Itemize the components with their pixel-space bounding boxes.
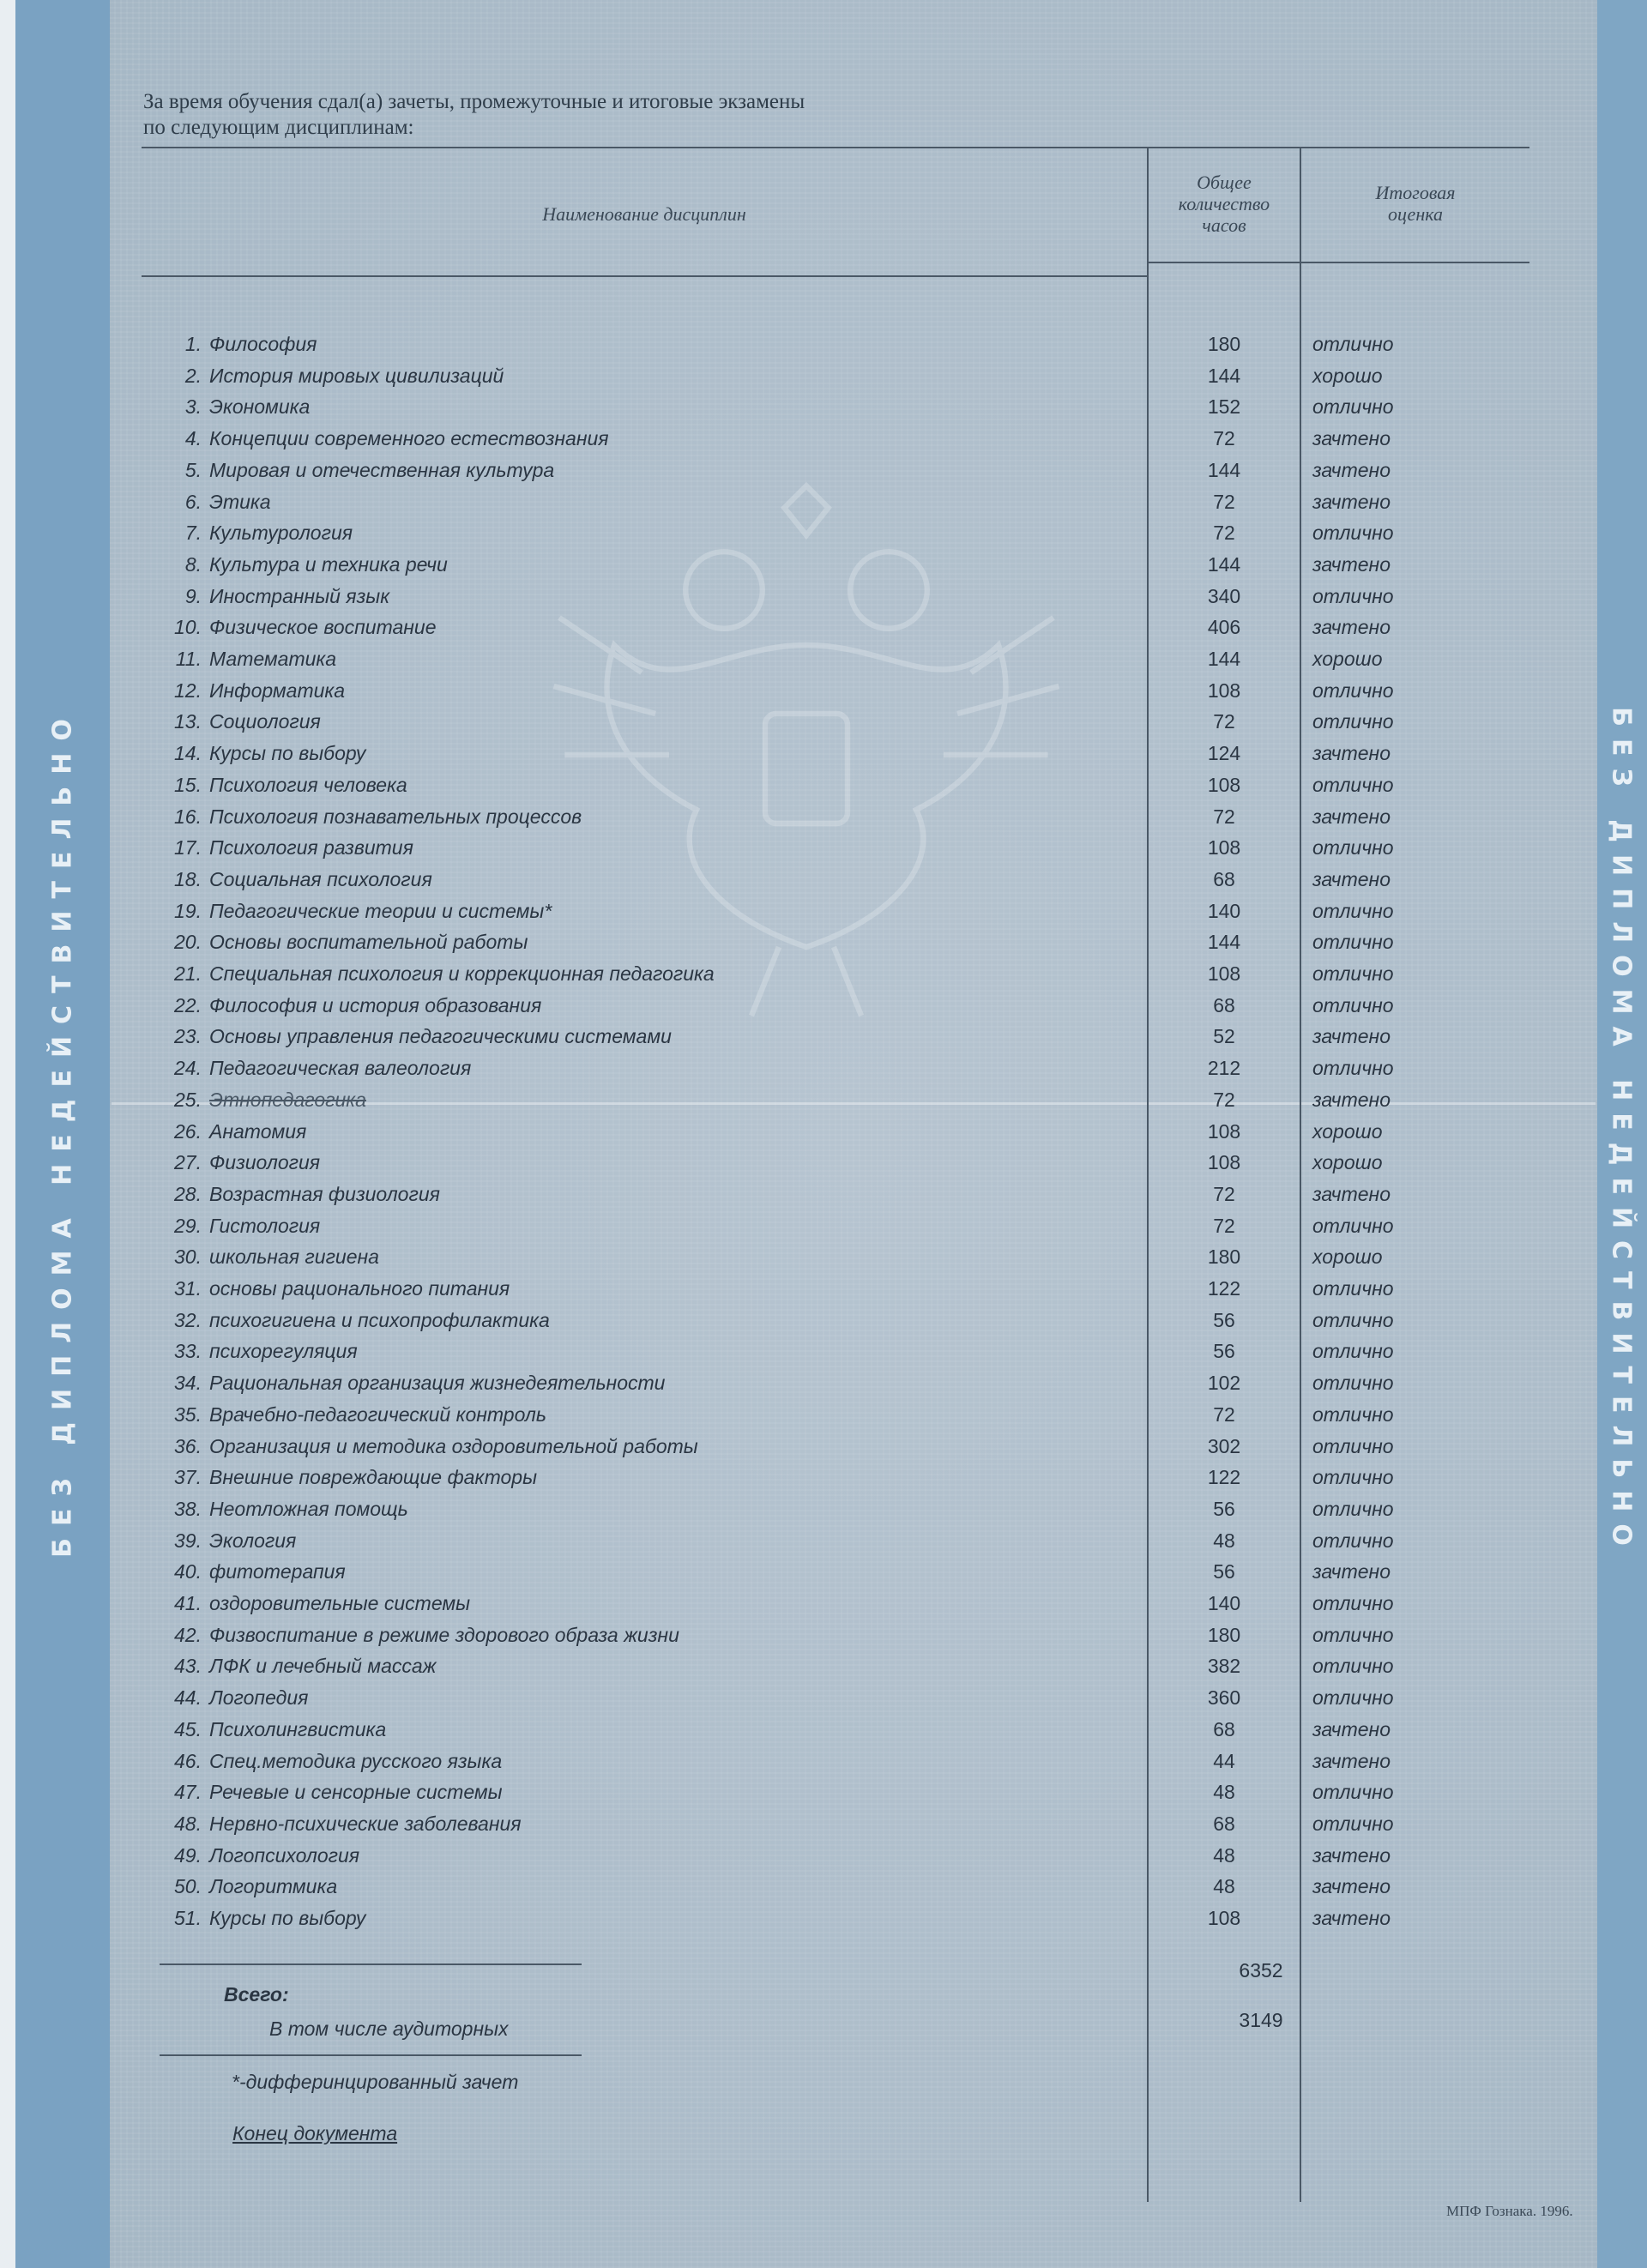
table-row — [146, 836, 1394, 867]
table-row — [146, 333, 1394, 364]
hours-cell: 72 — [1213, 522, 1235, 544]
row-number: 45. — [174, 1718, 202, 1740]
table-row — [146, 710, 1394, 741]
hours-cell: 108 — [1207, 836, 1241, 859]
grade-cell: зачтено — [1312, 491, 1391, 513]
column-header-grade — [1301, 182, 1529, 225]
row-number: 43. — [174, 1655, 202, 1677]
hours-cell: 140 — [1207, 900, 1241, 922]
discipline-name: Возрастная физиология — [209, 1183, 440, 1205]
hours-cell: 72 — [1213, 805, 1235, 828]
hours-cell: 144 — [1207, 648, 1241, 670]
discipline-name: Неотложная помощь — [209, 1498, 408, 1520]
discipline-name: Рациональная организация жизнедеятельности — [209, 1372, 666, 1394]
end-of-document: Конец документа — [232, 2122, 398, 2144]
hours-header-line-3: часов — [1202, 214, 1246, 236]
table-row — [146, 1025, 1390, 1056]
table-row — [146, 774, 1394, 805]
discipline-name: Основы управления педагогическими системами — [209, 1025, 672, 1047]
row-number: 13. — [174, 710, 202, 733]
hours-cell: 72 — [1213, 710, 1235, 733]
header-bottom-rule — [142, 275, 1147, 277]
hours-cell: 56 — [1213, 1560, 1235, 1583]
paper-edge — [0, 0, 15, 2268]
hours-cell: 56 — [1213, 1498, 1235, 1520]
table-row — [146, 1560, 1390, 1591]
table-row — [146, 805, 1390, 836]
grade-cell: отлично — [1312, 1529, 1394, 1552]
discipline-name: Специальная психология и коррекционная педагогика — [209, 962, 715, 985]
grade-header-line-1: Итоговая — [1375, 182, 1456, 203]
table-row — [146, 1686, 1394, 1717]
table-row — [146, 1529, 1394, 1560]
discipline-name: Экономика — [209, 395, 311, 418]
table-row — [146, 1309, 1394, 1340]
row-number: 6. — [184, 491, 202, 513]
grade-cell: отлично — [1312, 1372, 1394, 1394]
discipline-name: Физическое воспитание — [209, 616, 437, 638]
row-number: 36. — [174, 1435, 202, 1457]
grade-header-line-2: оценка — [1388, 203, 1443, 225]
row-number: 10. — [174, 616, 202, 638]
discipline-name: Спец.методика русского языка — [209, 1750, 503, 1772]
grade-cell: хорошо — [1312, 648, 1383, 670]
hours-cell: 140 — [1207, 1592, 1241, 1614]
grade-cell: зачтено — [1312, 459, 1391, 481]
row-number: 4. — [184, 427, 202, 449]
discipline-name: Речевые и сенсорные системы — [209, 1781, 503, 1803]
grade-cell: зачтено — [1312, 616, 1391, 638]
grade-cell: отлично — [1312, 900, 1394, 922]
grade-cell: отлично — [1312, 679, 1394, 702]
hours-cell: 122 — [1207, 1466, 1241, 1488]
grade-cell: зачтено — [1312, 1907, 1391, 1929]
hours-cell: 124 — [1207, 742, 1241, 764]
hours-cell: 68 — [1213, 1718, 1235, 1740]
table-top-rule — [142, 147, 1529, 148]
hours-cell: 72 — [1213, 1183, 1235, 1205]
hours-cell: 340 — [1207, 585, 1241, 607]
table-row — [146, 931, 1394, 962]
grade-cell: отлично — [1312, 1215, 1394, 1237]
table-row — [146, 1403, 1394, 1434]
row-number: 27. — [174, 1151, 202, 1173]
row-number: 7. — [184, 522, 202, 544]
grade-cell: отлично — [1312, 1466, 1394, 1488]
hours-cell: 56 — [1213, 1309, 1235, 1331]
discipline-name: Информатика — [209, 679, 346, 702]
hours-header-line-1: Общее — [1197, 172, 1252, 193]
discipline-name: Концепции современного естествознания — [209, 427, 609, 449]
discipline-name: Философия — [209, 333, 317, 355]
row-number: 35. — [174, 1403, 202, 1426]
discipline-name: Физвоспитание в режиме здорового образа жизни — [209, 1624, 679, 1646]
hours-cell: 108 — [1207, 1907, 1241, 1929]
row-number: 22. — [174, 994, 202, 1016]
table-row — [146, 1215, 1394, 1246]
table-row — [146, 742, 1390, 773]
grade-cell: отлично — [1312, 1781, 1394, 1803]
grade-cell: хорошо — [1312, 365, 1383, 387]
grade-cell: отлично — [1312, 1277, 1394, 1300]
discipline-name: Мировая и отечественная культура — [209, 459, 555, 481]
table-row — [146, 994, 1394, 1025]
discipline-name: Философия и история образования — [209, 994, 542, 1016]
discipline-name: Культурология — [209, 522, 353, 544]
totals-top-rule — [160, 1963, 582, 1965]
grade-cell: отлично — [1312, 1403, 1394, 1426]
grade-cell: отлично — [1312, 774, 1394, 796]
grade-cell: отлично — [1312, 585, 1394, 607]
hours-cell: 302 — [1207, 1435, 1241, 1457]
table-row — [146, 1183, 1390, 1214]
discipline-name: Внешние повреждающие факторы — [209, 1466, 537, 1488]
row-number: 9. — [184, 585, 202, 607]
row-number: 34. — [174, 1372, 202, 1394]
discipline-name: История мировых цивилизаций — [209, 365, 504, 387]
row-number: 29. — [174, 1215, 202, 1237]
table-row — [146, 1466, 1394, 1497]
discipline-name: Этнопедагогика — [209, 1089, 366, 1111]
discipline-name: фитотерапия — [209, 1560, 346, 1583]
grade-cell: отлично — [1312, 710, 1394, 733]
discipline-name: Анатомия — [209, 1120, 307, 1143]
hours-cell: 72 — [1213, 1403, 1235, 1426]
table-row — [146, 491, 1390, 522]
hours-cell: 72 — [1213, 427, 1235, 449]
table-row — [146, 365, 1390, 395]
discipline-name: Курсы по выбору — [209, 1907, 366, 1929]
total-label: Всего: — [224, 1983, 289, 2006]
grade-cell: зачтено — [1312, 1750, 1391, 1772]
table-row — [146, 1781, 1394, 1812]
table-row — [146, 427, 1390, 458]
grade-cell: отлично — [1312, 1340, 1394, 1362]
hours-cell: 48 — [1213, 1844, 1235, 1867]
table-row — [146, 1592, 1394, 1623]
discipline-name: ЛФК и лечебный массаж — [209, 1655, 437, 1677]
grade-cell: отлично — [1312, 836, 1394, 859]
row-number: 32. — [174, 1309, 202, 1331]
grade-cell: отлично — [1312, 333, 1394, 355]
discipline-name: Педагогическая валеология — [209, 1057, 472, 1079]
table-row — [146, 868, 1390, 899]
printer-mark: МПФ Гознака. 1996. — [1446, 2203, 1573, 2219]
table-row — [146, 1718, 1390, 1749]
grade-cell: отлично — [1312, 962, 1394, 985]
hours-cell: 48 — [1213, 1875, 1235, 1897]
discipline-name: Курсы по выбору — [209, 742, 366, 764]
row-number: 3. — [184, 395, 202, 418]
row-number: 46. — [174, 1750, 202, 1772]
hours-cell: 72 — [1213, 491, 1235, 513]
row-number: 40. — [174, 1560, 202, 1583]
grade-cell: отлично — [1312, 395, 1394, 418]
row-number: 20. — [174, 931, 202, 953]
row-number: 12. — [174, 679, 202, 702]
total-hours-value: 6352 — [1239, 1959, 1283, 1981]
grade-cell: зачтено — [1312, 1844, 1391, 1867]
discipline-name: Психолингвистика — [209, 1718, 387, 1740]
row-number: 25. — [174, 1089, 202, 1111]
hours-cell: 72 — [1213, 1089, 1235, 1111]
row-number: 8. — [184, 553, 202, 576]
table-row — [146, 1498, 1394, 1529]
grade-cell: хорошо — [1312, 1151, 1383, 1173]
grade-cell: отлично — [1312, 1813, 1394, 1835]
discipline-name: Педагогические теории и системы* — [209, 900, 552, 922]
row-number: 17. — [174, 836, 202, 859]
totals-bottom-rule — [160, 2054, 582, 2056]
grade-cell: зачтено — [1312, 1560, 1391, 1583]
table-row — [146, 395, 1394, 426]
hours-cell: 144 — [1207, 365, 1241, 387]
table-row — [146, 679, 1394, 710]
table-row — [146, 1907, 1390, 1938]
row-number: 1. — [184, 333, 202, 355]
grade-cell: хорошо — [1312, 1120, 1383, 1143]
hours-cell: 68 — [1213, 1813, 1235, 1835]
hours-cell: 382 — [1207, 1655, 1241, 1677]
hours-cell: 108 — [1207, 1120, 1241, 1143]
table-row — [146, 1624, 1394, 1655]
table-row — [146, 1057, 1394, 1088]
discipline-name: Логоритмика — [209, 1875, 338, 1897]
discipline-name: Физиология — [209, 1151, 321, 1173]
grade-cell: отлично — [1312, 1686, 1394, 1709]
hours-cell: 406 — [1207, 616, 1241, 638]
discipline-name: основы рационального питания — [209, 1277, 510, 1300]
table-row — [146, 900, 1394, 931]
discipline-name: Логопсихология — [209, 1844, 360, 1867]
row-number: 21. — [174, 962, 202, 985]
discipline-name: Организация и методика оздоровительной работы — [209, 1435, 698, 1457]
grade-cell: зачтено — [1312, 868, 1391, 890]
grade-cell: отлично — [1312, 1309, 1394, 1331]
grade-cell: отлично — [1312, 522, 1394, 544]
table-row — [146, 1655, 1394, 1686]
hours-cell: 56 — [1213, 1340, 1235, 1362]
discipline-name: Психология развития — [209, 836, 413, 859]
row-number: 30. — [174, 1246, 202, 1268]
auditory-hours-value: 3149 — [1239, 2009, 1283, 2031]
heading-line-1: За время обучения сдал(а) зачеты, промежуточные и итоговые экзамены — [143, 90, 805, 113]
table-row — [146, 459, 1390, 490]
table-row — [146, 553, 1390, 584]
grade-cell: отлично — [1312, 1624, 1394, 1646]
discipline-name: Логопедия — [209, 1686, 309, 1709]
grade-cell: отлично — [1312, 1057, 1394, 1079]
hours-cell: 144 — [1207, 553, 1241, 576]
row-number: 15. — [174, 774, 202, 796]
hours-cell: 72 — [1213, 1215, 1235, 1237]
table-row — [146, 1750, 1390, 1781]
discipline-name: Социальная психология — [209, 868, 432, 890]
grade-cell: зачтено — [1312, 742, 1391, 764]
row-number: 5. — [184, 459, 202, 481]
discipline-name: Психология познавательных процессов — [209, 805, 582, 828]
table-row — [146, 1435, 1394, 1466]
hours-cell: 144 — [1207, 931, 1241, 953]
left-watermark-text: БЕЗ ДИПЛОМА НЕДЕЙСТВИТЕЛЬНО — [47, 707, 78, 1558]
hours-cell: 108 — [1207, 1151, 1241, 1173]
discipline-name: психогигиена и психопрофилактика — [209, 1309, 550, 1331]
grade-cell: зачтено — [1312, 1183, 1391, 1205]
header-bottom-rule-right — [1147, 262, 1529, 263]
hours-cell: 212 — [1207, 1057, 1241, 1079]
row-number: 11. — [175, 648, 202, 670]
hours-header-line-2: количество — [1178, 193, 1270, 214]
row-number: 23. — [174, 1025, 202, 1047]
footnote: *-дифферинцированный зачет — [232, 2071, 519, 2093]
table-row — [146, 1372, 1394, 1402]
row-number: 41. — [174, 1592, 202, 1614]
table-row — [146, 1875, 1390, 1906]
discipline-name: Математика — [209, 648, 337, 670]
hours-cell: 144 — [1207, 459, 1241, 481]
row-number: 48. — [174, 1813, 202, 1835]
column-header-hours — [1149, 172, 1300, 236]
grade-cell: зачтено — [1312, 1718, 1391, 1740]
table-row — [146, 585, 1394, 616]
row-number: 44. — [174, 1686, 202, 1709]
grade-cell: хорошо — [1312, 1246, 1383, 1268]
hours-cell: 44 — [1213, 1750, 1235, 1772]
document-heading — [143, 89, 1258, 141]
table-row — [146, 522, 1394, 552]
row-number: 49. — [174, 1844, 202, 1867]
row-number: 14. — [174, 742, 202, 764]
discipline-name: Этика — [209, 491, 271, 513]
row-number: 33. — [174, 1340, 202, 1362]
table-row — [146, 1120, 1390, 1151]
table-row — [146, 1844, 1390, 1875]
discipline-name: оздоровительные системы — [209, 1592, 471, 1614]
row-number: 51. — [174, 1907, 202, 1929]
hours-cell: 48 — [1213, 1529, 1235, 1552]
hours-cell: 108 — [1207, 679, 1241, 702]
table-row — [146, 1340, 1394, 1371]
hours-cell: 122 — [1207, 1277, 1241, 1300]
hours-cell: 102 — [1207, 1372, 1241, 1394]
row-number: 19. — [174, 900, 202, 922]
hours-cell: 48 — [1213, 1781, 1235, 1803]
grade-cell: отлично — [1312, 994, 1394, 1016]
discipline-name: Иностранный язык — [209, 585, 390, 607]
hours-cell: 360 — [1207, 1686, 1241, 1709]
hours-cell: 68 — [1213, 868, 1235, 890]
table-row — [146, 616, 1390, 647]
right-watermark-text: БЕЗ ДИПЛОМА НЕДЕЙСТВИТЕЛЬНО — [1606, 707, 1637, 1558]
grade-cell: зачтено — [1312, 1025, 1391, 1047]
hours-cell: 180 — [1207, 333, 1241, 355]
discipline-name: Гистология — [209, 1215, 321, 1237]
grade-cell: зачтено — [1312, 427, 1391, 449]
discipline-name: Экология — [209, 1529, 297, 1552]
grade-cell: зачтено — [1312, 1089, 1391, 1111]
row-number: 16. — [174, 805, 202, 828]
row-number: 31. — [174, 1277, 202, 1300]
discipline-name: школьная гигиена — [209, 1246, 379, 1268]
row-number: 2. — [184, 365, 202, 387]
row-number: 37. — [174, 1466, 202, 1488]
discipline-name: психорегуляция — [209, 1340, 358, 1362]
grade-cell: отлично — [1312, 1435, 1394, 1457]
discipline-name: Социология — [209, 710, 321, 733]
table-row — [146, 1277, 1394, 1308]
hours-cell: 108 — [1207, 774, 1241, 796]
hours-cell: 68 — [1213, 994, 1235, 1016]
table-row — [146, 648, 1390, 679]
grade-cell: зачтено — [1312, 1875, 1391, 1897]
column-header-name: Наименование дисциплин — [542, 203, 746, 225]
table-row — [146, 1813, 1394, 1843]
grade-cell: зачтено — [1312, 553, 1391, 576]
hours-cell: 108 — [1207, 962, 1241, 985]
row-number: 28. — [174, 1183, 202, 1205]
discipline-name: Врачебно-педагогический контроль — [209, 1403, 546, 1426]
table-row — [146, 1246, 1390, 1276]
discipline-name: Нервно-психические заболевания — [209, 1813, 522, 1835]
row-number: 47. — [174, 1781, 202, 1803]
heading-line-2: по следующим дисциплинам: — [143, 116, 414, 139]
row-number: 26. — [174, 1120, 202, 1143]
row-number: 50. — [174, 1875, 202, 1897]
grade-cell: зачтено — [1312, 805, 1391, 828]
row-number: 18. — [174, 868, 202, 890]
grade-cell: отлично — [1312, 1655, 1394, 1677]
hours-cell: 180 — [1207, 1624, 1241, 1646]
hours-cell: 52 — [1213, 1025, 1235, 1047]
auditory-hours-label: В том числе аудиторных — [269, 2018, 509, 2040]
row-number: 38. — [174, 1498, 202, 1520]
hours-cell: 180 — [1207, 1246, 1241, 1268]
table-row — [146, 1151, 1390, 1182]
table-row — [146, 962, 1394, 993]
row-number: 42. — [174, 1624, 202, 1646]
discipline-name: Культура и техника речи — [209, 553, 448, 576]
row-number: 39. — [174, 1529, 202, 1552]
hours-cell: 152 — [1207, 395, 1241, 418]
grade-cell: отлично — [1312, 1592, 1394, 1614]
discipline-name: Психология человека — [209, 774, 407, 796]
grade-cell: отлично — [1312, 1498, 1394, 1520]
grade-cell: отлично — [1312, 931, 1394, 953]
row-number: 24. — [174, 1057, 202, 1079]
discipline-name: Основы воспитательной работы — [209, 931, 528, 953]
table-row — [146, 1089, 1390, 1119]
